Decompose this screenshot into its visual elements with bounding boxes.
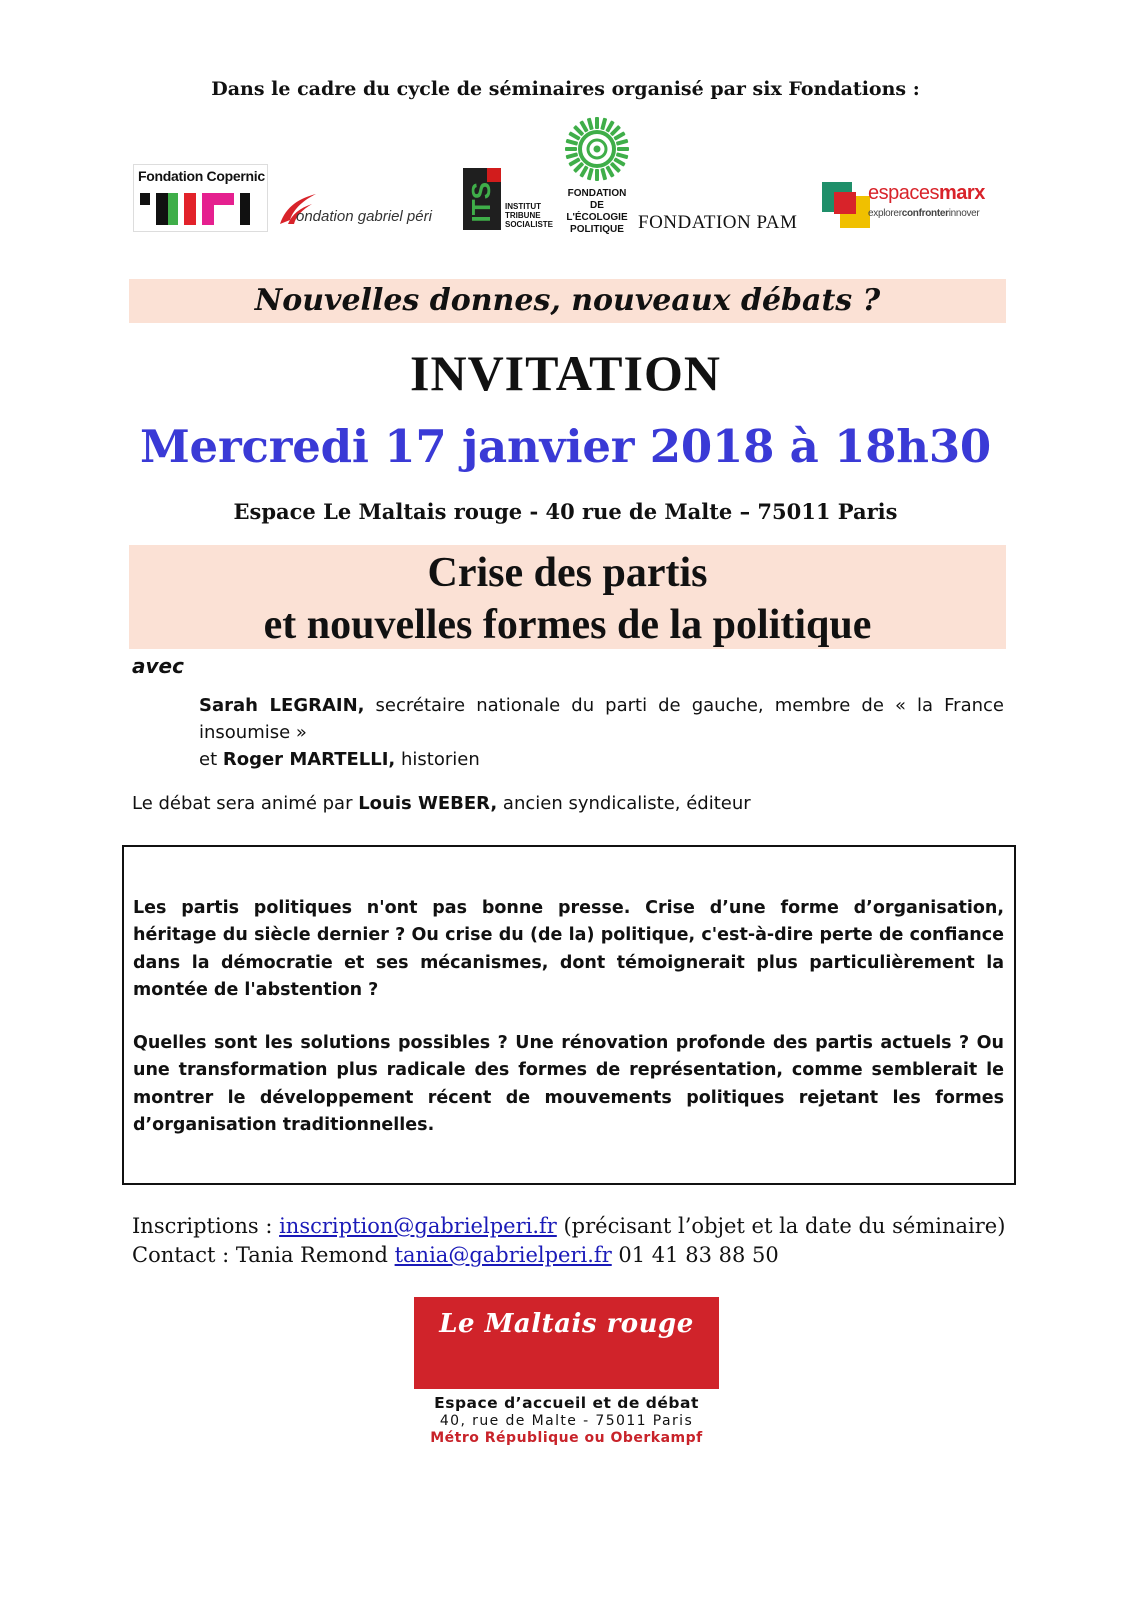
summary-paragraph-1: Les partis politiques n'ont pas bonne presse. Crise d’une forme d’organisation, héritage du siècle dernier ? Ou crise du (de la) politique, c'est-à-dire perte de confiance dans la démocratie et ses mécanismes, dont témoignerait plus particulièrement la montée de l'abstention ? <box>133 898 1004 1000</box>
theme-line-2: et nouvelles formes de la politique <box>263 602 872 648</box>
speaker-1: Sarah LEGRAIN, secrétaire nationale du parti de gauche, membre de « la France insoumise » <box>199 695 1004 743</box>
fep-words: FONDATION DE L'ÉCOLOGIE POLITIQUE <box>566 188 628 235</box>
logo-fondation-copernic <box>133 164 268 232</box>
logo-fondation-ecologie-politique <box>562 116 632 234</box>
its-mark: ITS <box>463 168 501 230</box>
invitation-title: INVITATION <box>410 345 721 401</box>
inscription-email-link[interactable]: inscription@gabrielperi.fr <box>279 1214 557 1238</box>
contact-email-link[interactable]: tania@gabrielperi.fr <box>394 1243 612 1267</box>
theme-line-1: Crise des partis <box>427 550 708 596</box>
intro-text: Dans le cadre du cycle de séminaires organisé par six Fondations : <box>211 78 920 100</box>
logo-fondation-pam: FONDATION PAM <box>638 212 798 233</box>
inscription-line: Inscriptions : inscription@gabrielperi.fr (précisant l’objet et la date du séminaire) <box>132 1214 1006 1238</box>
contact-line: Contact : Tania Remond tania@gabrielperi.fr 01 41 83 88 50 <box>132 1243 779 1267</box>
speakers-list <box>199 692 1004 773</box>
its-words: INSTITUT TRIBUNE SOCIALISTE <box>505 202 554 229</box>
copernic-bars-icon <box>140 193 262 225</box>
maltais-name: Le Maltais rouge <box>439 1309 694 1339</box>
speaker-2: et Roger MARTELLI, historien <box>199 749 480 770</box>
moderator-line: Le débat sera animé par Louis WEBER, ancien syndicaliste, éditeur <box>132 793 751 814</box>
logo-copernic-label: Fondation Copernic <box>138 168 265 184</box>
maltais-address: 40, rue de Malte - 75011 Paris <box>439 1413 694 1429</box>
maltais-metro: Métro République ou Oberkampf <box>430 1430 703 1446</box>
event-datetime: Mercredi 17 janvier 2018 à 18h30 <box>139 420 992 473</box>
summary-paragraph-2: Quelles sont les solutions possibles ? Une rénovation profonde des partis actuels ? Ou une transformation plus radicale des formes de représentation, comme semblerait le montrer le développement récent de mouvements politiques rejetant les formes d’organisation traditionnelles. <box>133 1033 1004 1135</box>
logo-institut-tribune-socialiste <box>463 168 559 232</box>
marx-tagline: explorerconfronterinnover <box>868 208 980 219</box>
logo-maltais-rouge <box>414 1297 719 1389</box>
marx-name: espacesmarx <box>868 182 985 204</box>
seminar-subtitle: Nouvelles donnes, nouveaux débats ? <box>254 283 881 318</box>
logo-peri-label: ondation gabriel péri <box>296 208 432 225</box>
summary-box <box>122 845 1016 1185</box>
logo-fondation-gabriel-peri <box>278 190 450 230</box>
sun-rosette-icon <box>562 116 632 184</box>
event-venue: Espace Le Maltais rouge - 40 rue de Malte – 75011 Paris <box>233 499 898 524</box>
contact-block <box>132 1212 1007 1270</box>
avec-label: avec <box>132 654 184 678</box>
maltais-tagline: Espace d’accueil et de débat <box>434 1394 699 1412</box>
logo-espaces-marx <box>822 180 994 230</box>
